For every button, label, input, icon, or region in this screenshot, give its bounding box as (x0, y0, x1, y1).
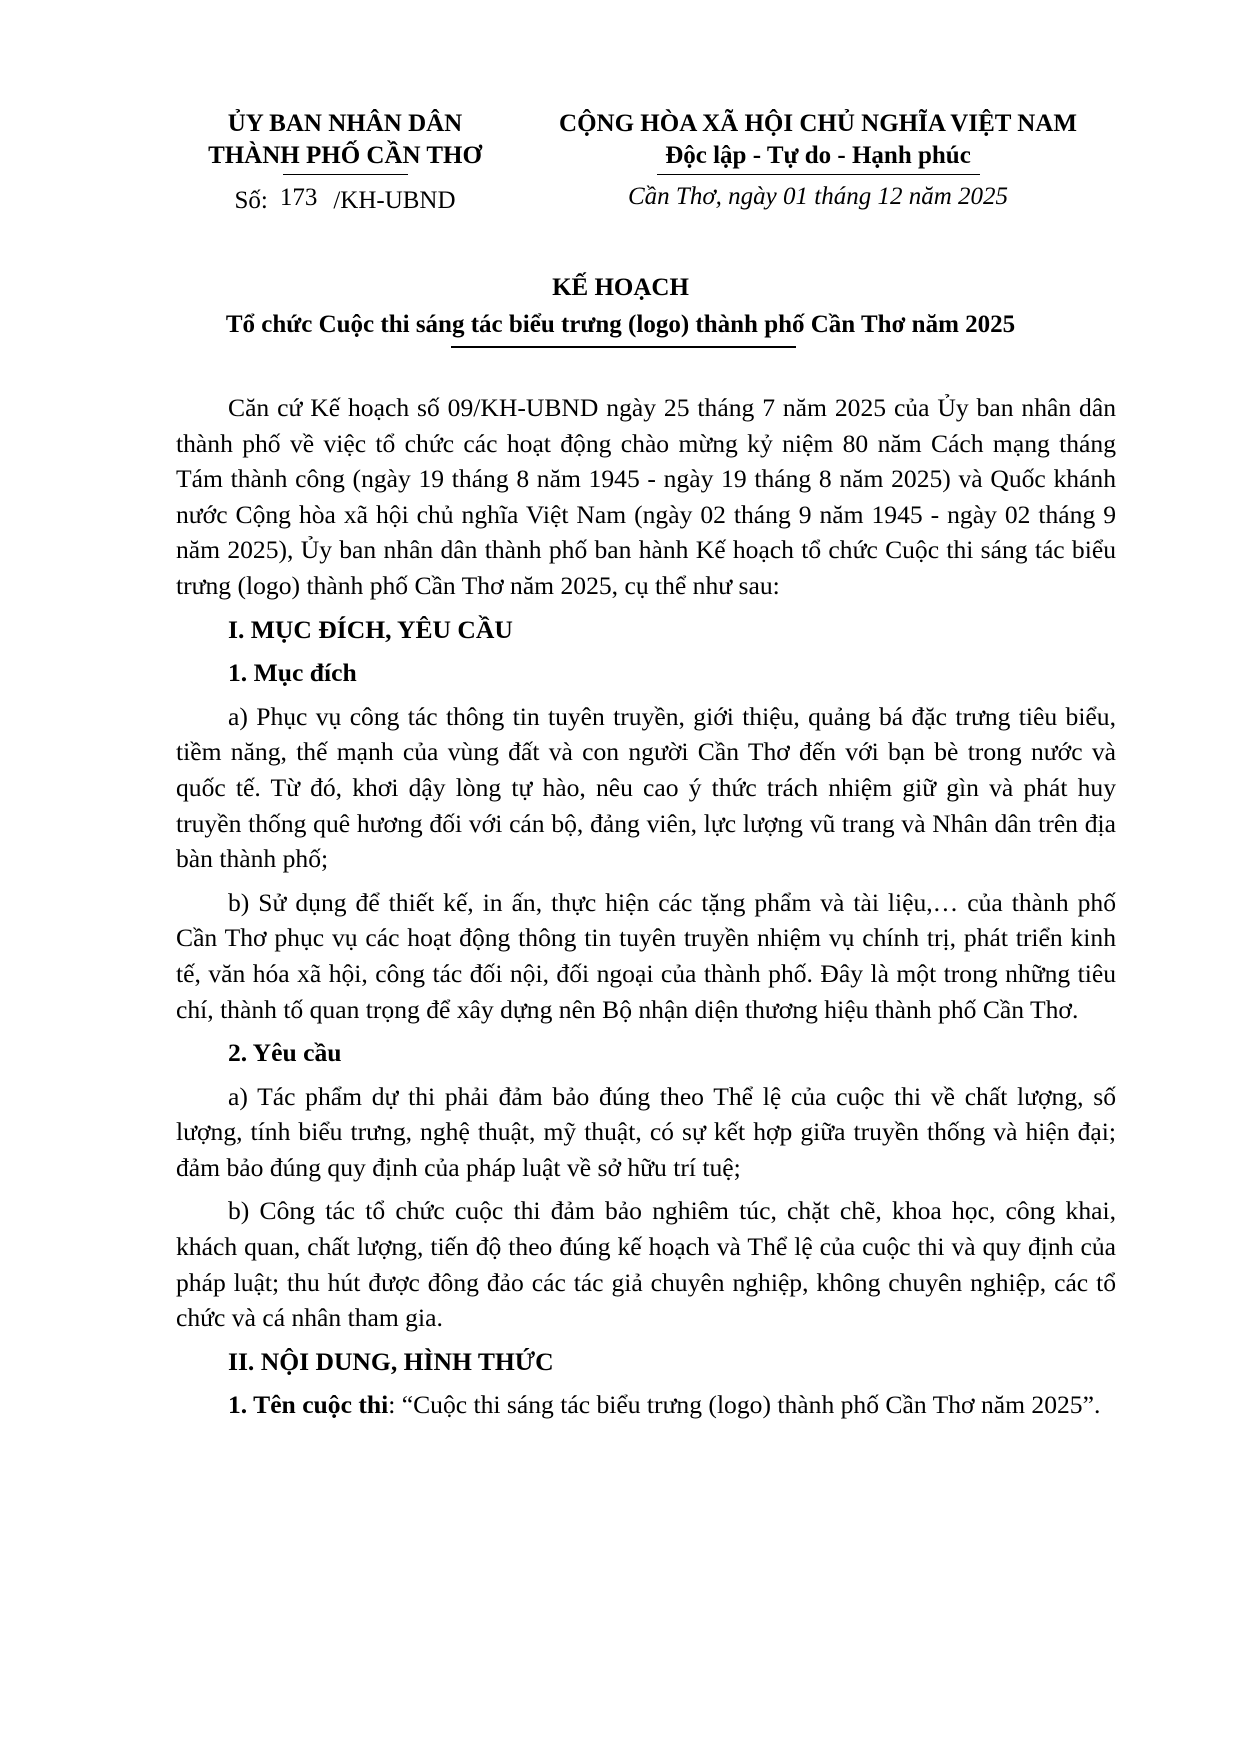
section-2-1-label: 1. Tên cuộc thi (228, 1390, 389, 1420)
section-1-1-item-a: a) Phục vụ công tác thông tin tuyên truyền, giới thiệu, quảng bá đặc trưng tiêu biểu, tiềm năng, thế mạnh của vùng đất và con người Cần Thơ đến với bạn bè trong nước và quốc tế. Từ đó, khơi dậy lòng tự hào, nêu cao ý thức trách nhiệm giữ gìn và phát huy truyền thống quê hương đối với cán bộ, đảng viên, lực lượng vũ trang và Nhân dân trên địa bàn thành phố; (176, 701, 1116, 874)
issuing-agency-block (180, 108, 510, 217)
document-subject: Tổ chức Cuộc thi sáng tác biểu trưng (logo) thành phố Cần Thơ năm 2025 (225, 311, 1016, 338)
section-2-heading: II. NỘI DUNG, HÌNH THỨC (228, 1346, 554, 1376)
national-header-block (528, 108, 1108, 213)
document-body (176, 390, 1116, 1431)
section-2-1-paragraph (176, 1387, 1116, 1423)
section-1-2-item-a: a) Tác phẩm dự thi phải đảm bảo đúng theo Thể lệ của cuộc thi về chất lượng, số lượng, tính biểu trưng, nghệ thuật, mỹ thuật, có sự kết hợp giữa truyền thống và hiện đại; đảm bảo đúng quy định của pháp luật về sở hữu trí tuệ; (176, 1081, 1116, 1182)
section-1-1-heading: 1. Mục đích (228, 658, 357, 688)
document-number-label: Số: (234, 187, 268, 214)
motto-underline (657, 174, 980, 175)
preamble-paragraph: Căn cứ Kế hoạch số 09/KH-UBND ngày 25 tháng 7 năm 2025 của Ủy ban nhân dân thành phố về việc tổ chức các hoạt động chào mừng kỷ niệm 80 năm Cách mạng tháng Tám thành công (ngày 19 tháng 8 năm 1945 - ngày 19 tháng 8 năm 2025) và Quốc khánh nước Cộng hòa xã hội chủ nghĩa Việt Nam (ngày 02 tháng 9 năm 1945 - ngày 02 tháng 9 năm 2025), Ủy ban nhân dân thành phố ban hành Kế hoạch tổ chức Cuộc thi sáng tác biểu trưng (logo) thành phố Cần Thơ năm 2025, cụ thể như sau: (176, 393, 1116, 600)
title-underline (451, 346, 796, 348)
agency-line-2: THÀNH PHỐ CẦN THƠ (208, 142, 482, 169)
document-number-value: 173 (279, 184, 318, 211)
agency-underline (283, 174, 408, 175)
section-1-2-item-b: b) Công tác tổ chức cuộc thi đảm bảo nghiêm túc, chặt chẽ, khoa học, công khai, khách quan, chất lượng, tiến độ theo đúng kế hoạch và Thể lệ của cuộc thi và quy định của pháp luật; thu hút được đông đảo các tác giả chuyên nghiệp, không chuyên nghiệp, các tổ chức và cá nhân tham gia. (176, 1196, 1116, 1333)
document-title-block (0, 270, 1241, 348)
section-1-1-item-b: b) Sử dụng để thiết kế, in ấn, thực hiện các tặng phẩm và tài liệu,… của thành phố Cần Thơ phục vụ các hoạt động thông tin tuyên truyền nhiệm vụ chính trị, phát triển kinh tế, văn hóa xã hội, công tác đối nội, đối ngoại của thành phố. Đây là một trong những tiêu chí, thành tố quan trọng để xây dựng nên Bộ nhận diện thương hiệu thành phố Cần Thơ. (176, 887, 1116, 1024)
agency-line-1: ỦY BAN NHÂN DÂN (227, 110, 463, 137)
national-title: CỘNG HÒA XÃ HỘI CHỦ NGHĨA VIỆT NAM (559, 110, 1077, 137)
section-1-2-heading: 2. Yêu cầu (228, 1038, 342, 1068)
document-header (0, 108, 1241, 238)
document-number-suffix: /KH-UBND (333, 187, 456, 214)
section-2-1-text: : “Cuộc thi sáng tác biểu trưng (logo) thành phố Cần Thơ năm 2025”. (388, 1390, 1101, 1420)
document-type: KẾ HOẠCH (552, 274, 689, 301)
section-1-heading: I. MỤC ĐÍCH, YÊU CẦU (228, 614, 513, 644)
national-motto: Độc lập - Tự do - Hạnh phúc (665, 142, 971, 169)
place-date-line: Cần Thơ, ngày 01 tháng 12 năm 2025 (627, 183, 1009, 210)
document-number (180, 185, 510, 217)
